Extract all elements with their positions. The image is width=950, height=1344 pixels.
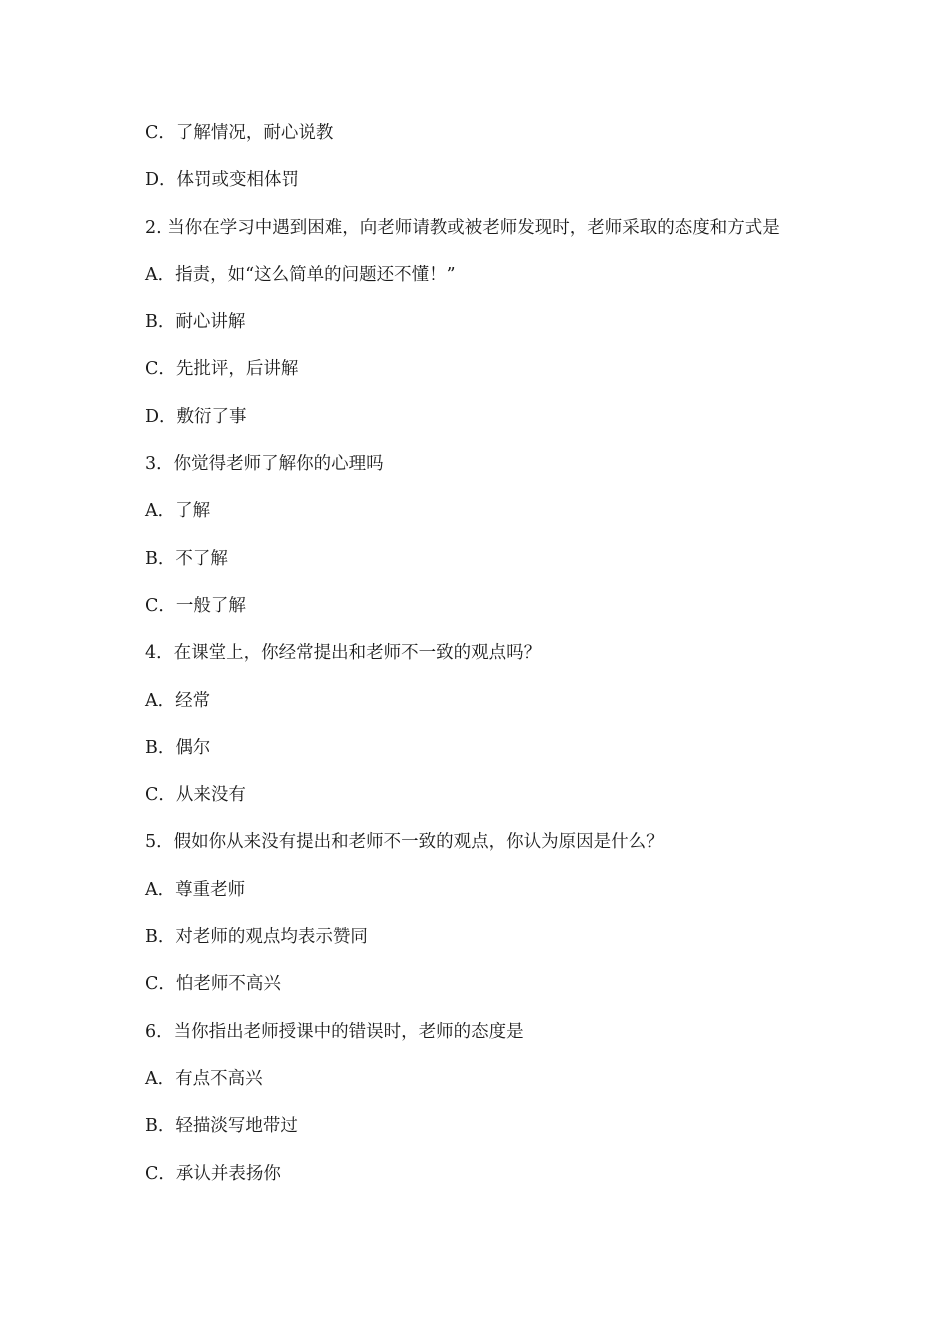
option-line: C．了解情况，耐心说教 — [145, 123, 334, 143]
question-line: 2. 当你在学习中遇到困难，向老师请教或被老师发现时，老师采取的态度和方式是 — [145, 217, 780, 238]
option-line: C．怕老师不高兴 — [145, 974, 281, 995]
option-line: A．指责，如“这么简单的问题还不懂！” — [145, 264, 456, 285]
option-line: A．尊重老师 — [145, 879, 246, 900]
option-line: B．耐心讲解 — [145, 312, 246, 333]
option-line: D．体罚或变相体罚 — [145, 170, 300, 191]
option-line: A．有点不高兴 — [145, 1068, 263, 1089]
option-line: C．从来没有 — [145, 785, 246, 806]
option-line: A．了解 — [145, 501, 211, 522]
question-line: 4．在课堂上，你经常提出和老师不一致的观点吗？ — [145, 643, 542, 664]
option-line: C．先批评，后讲解 — [145, 359, 299, 380]
option-line: C．一般了解 — [145, 595, 246, 616]
option-line: D．敷衍了事 — [145, 406, 247, 427]
question-line: 6．当你指出老师授课中的错误时，老师的态度是 — [145, 1021, 524, 1042]
option-line: A．经常 — [145, 690, 211, 711]
option-line: C．承认并表扬你 — [145, 1163, 281, 1184]
option-line: B．偶尔 — [145, 737, 211, 758]
question-line: 5．假如你从来没有提出和老师不一致的观点，你认为原因是什么？ — [145, 832, 664, 853]
option-line: B．对老师的观点均表示赞同 — [145, 927, 368, 948]
option-line: B．不了解 — [145, 548, 228, 569]
option-line: B．轻描淡写地带过 — [145, 1116, 298, 1137]
question-line: 3．你觉得老师了解你的心理吗 — [145, 454, 384, 475]
